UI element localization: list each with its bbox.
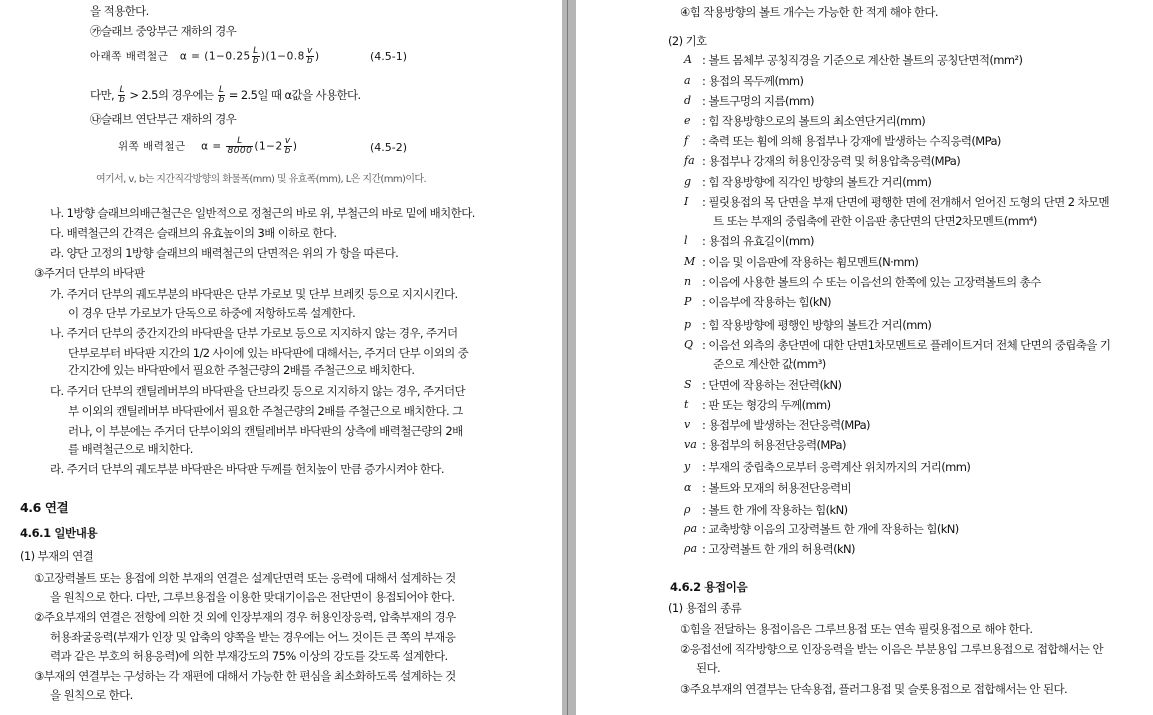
symbol-definition: : 축력 또는 휨에 의해 용접부나 강재에 발생하는 수직응력(MPa) [702, 134, 1001, 148]
text-line: 라. 주거더 단부의 궤도부분 바닥판은 바닥판 두께를 헌치높이 만큼 증가시켜야 한다. [50, 462, 444, 476]
symbol-definition: : 이음에 사용한 볼트의 수 또는 이음선의 한쪽에 있는 고장력볼트의 총수 [702, 275, 1041, 289]
text-line: 나. 주거더 단부의 중간지간의 바닥판을 단부 가로보 등으로 지지하지 않는 경우, 주거더 [50, 326, 458, 340]
subsection-heading: 4.6.1 일반내용 [20, 526, 98, 540]
symbol-definition: : 판 또는 형강의 두께(mm) [702, 398, 831, 412]
equation-number: (4.5-1) [370, 50, 408, 63]
text-line: 다. 주거더 단부의 캔틸레버부의 바닥판을 단브라킷 등으로 지지하지 않는 경우, 주거더단 [50, 384, 465, 398]
text-line: 을 원칙으로 한다. [50, 688, 133, 702]
symbol-definition: 트 또는 부재의 중립축에 관한 이음판 총단면의 단면2차모멘트(mm⁴) [713, 214, 1037, 228]
symbol: A [684, 53, 692, 66]
symbol-definition: : 이음선 외측의 총단면에 대한 단면1차모멘트로 플레이트거더 전체 단면의 중립축을 기 [702, 338, 1111, 352]
text-line: ③주거더 단부의 바닥판 [34, 266, 145, 280]
page-divider [562, 0, 576, 715]
text-line: ②주요부재의 연결은 전항에 의한 것 외에 인장부재의 경우 허용인장응력, 압축부재의 경우 [34, 610, 456, 624]
text-line: 을 적용한다. [90, 4, 149, 18]
text-line: ①고장력볼트 또는 용접에 의한 부재의 연결은 설계단면력 또는 응력에 대해서 설계하는 것 [34, 571, 456, 585]
text-line: 이 경우 단부 가로보가 단독으로 하중에 저항하도록 설계한다. [68, 306, 356, 320]
text-line: ②응접선에 직각방향으로 인장응력을 받는 이음은 부분용입 그루브용접으로 접합해서는 안 [680, 642, 1103, 656]
text-line: 허용좌굴응력(부재가 인장 및 압축의 양쪽을 받는 경우에는 어느 것이든 큰 쪽의 부재응 [50, 630, 456, 644]
symbol-definition: : 힘 작용방향으로의 볼트의 최소연단거리(mm) [702, 114, 926, 128]
symbol-definition: : 힘 작용방향에 평행인 방향의 볼트간 거리(mm) [702, 318, 932, 332]
text-line: (1) 용접의 종류 [668, 601, 742, 615]
symbol: e [684, 114, 691, 127]
symbol: S [684, 378, 692, 391]
text-line: 를 배력철근으로 배치한다. [68, 442, 193, 456]
equation-4-5-1: 아래쪽 배력철근 α = (1−0.25 $\frac{L}{b}$ )(1−0.8 $\frac{v}{b}$ ) [90, 46, 320, 66]
symbol: ρa [684, 522, 698, 535]
equation-number: (4.5-2) [370, 141, 408, 154]
symbol: t [684, 398, 689, 411]
symbol-definition: : 교축방향 이음의 고장력볼트 한 개에 작용하는 힘(kN) [702, 522, 959, 536]
symbol: a [684, 74, 691, 87]
text-line: 나. 1방향 슬래브의배근철근은 일반적으로 정철근의 바로 위, 부철근의 바로 밑에 배치한다. [50, 206, 475, 220]
symbol-definition: : 볼트와 모재의 허용전단응력비 [702, 481, 852, 495]
text-line: 가. 주거더 단부의 궤도부분의 바닥판은 단부 가로보 및 단부 브레킷 등으로 지지시킨다. [50, 287, 458, 301]
text-line: 단부로부터 바닥판 지간의 1/2 사이에 있는 바닥판에 대해서는, 주거더 단부 이외의 중 [68, 346, 469, 360]
text-line: ④힘 작용방향의 볼트 개수는 가능한 한 적게 해야 한다. [680, 5, 938, 19]
symbol: v [684, 418, 691, 431]
symbol-definition: : 필릿용접의 목 단면을 부재 단면에 평행한 면에 전개해서 얻어진 도형의 단면 2 차모멘 [702, 195, 1110, 209]
left-page [0, 0, 562, 715]
text-line: 부 이외의 캔틸레버부 바닥판에서 필요한 주철근량의 2배를 주철근으로 배치한다. 그 [68, 404, 463, 418]
text-line: ㉮슬래브 중앙부근 재하의 경우 [90, 24, 237, 38]
symbol: g [684, 175, 692, 188]
text-line: ③주요부재의 연결부는 단속용접, 플러그용접 및 슬롯용접으로 접합해서는 안 된다. [680, 682, 1068, 696]
text-line: 다만, $\frac{L}{b}$ > 2.5의 경우에는 $\frac{L}{b}$ = 2.5일 때 α값을 사용한다. [90, 85, 361, 105]
text-line: 력과 같은 부호의 허용응력)에 의한 부재강도의 75% 이상의 강도를 갖도록 설계한다. [50, 649, 448, 663]
symbol-definition: : 부재의 중립축으로부터 응력계산 위치까지의 거리(mm) [702, 460, 971, 474]
symbol: P [684, 295, 692, 308]
where-note: 여기서, v, b는 지간직각방향의 화물폭(mm) 및 유효폭(mm), L은 지간(mm)이다. [96, 174, 427, 185]
symbol-definition: : 볼트 몸체부 공칭직경을 기준으로 계산한 볼트의 공칭단면적(mm²) [702, 53, 1023, 67]
text-line: 라. 양단 고정의 1방향 슬래브의 배력철근의 단면적은 위의 가 항을 따른다. [50, 246, 399, 260]
symbol: ρa [684, 542, 698, 555]
section-heading: 4.6 연결 [20, 500, 69, 515]
symbol: I [684, 195, 689, 208]
text-line: 간지간에 있는 바닥판에서 필요한 주철근량의 2배를 주철근으로 배치한다. [68, 363, 415, 377]
text-line: ③부재의 연결부는 구성하는 각 재편에 대해서 가능한 한 편심을 최소화하도록 설계하는 것 [34, 669, 456, 683]
symbol-definition: : 볼트 한 개에 작용하는 힘(kN) [702, 503, 848, 517]
symbol: ρ [684, 503, 691, 516]
symbol: y [684, 460, 691, 473]
symbol-definition: : 용접부나 강재의 허용인장응력 및 허용압축응력(MPa) [702, 154, 961, 168]
symbol-definition: : 용접의 유효길이(mm) [702, 234, 814, 248]
symbol-definition: : 단면에 작용하는 전단력(kN) [702, 378, 842, 392]
symbol: va [684, 438, 697, 451]
symbol-definition: : 고장력볼트 한 개의 허용력(kN) [702, 542, 855, 556]
symbol: Q [684, 338, 694, 351]
symbol: l [684, 234, 688, 247]
text-line: 된다. [696, 661, 721, 675]
symbol-definition: : 힘 작용방향에 직각인 방향의 볼트간 거리(mm) [702, 175, 932, 189]
text-line: ㉯슬래브 연단부근 재하의 경우 [90, 112, 237, 126]
symbol: fa [684, 154, 695, 167]
symbol-definition: : 용접부에 발생하는 전단응력(MPa) [702, 418, 870, 432]
symbol: n [684, 275, 692, 288]
symbol-definition: : 용접부의 허용전단응력(MPa) [702, 438, 846, 452]
symbol: f [684, 134, 689, 147]
symbol-definition: 준으로 계산한 값(mm³) [713, 357, 826, 371]
text-line: (1) 부재의 연결 [20, 549, 94, 563]
symbol-definition: : 용접의 목두께(mm) [702, 74, 804, 88]
symbol: α [684, 481, 692, 494]
symbol: p [684, 318, 692, 331]
symbol-definition: : 이음부에 작용하는 힘(kN) [702, 295, 831, 309]
symbol: M [684, 255, 696, 268]
text-line: 을 원칙으로 한다. 다만, 그루브용접을 이용한 맞대기이음은 전단면이 용접되어야 한다. [50, 590, 455, 604]
equation-4-5-2: 위쪽 배력철근 α = $\frac{L}{8000}$ (1−2 $\frac{v}{b}$ ) [118, 136, 298, 156]
text-line: 다. 배력철근의 간격은 슬래브의 유효높이의 3배 이하로 한다. [50, 226, 337, 240]
subsection-heading: (2) 기호 [668, 34, 707, 48]
symbol-definition: : 이음 및 이음판에 작용하는 휨모멘트(N·mm) [702, 255, 919, 269]
symbol-definition: : 볼트구멍의 지름(mm) [702, 94, 814, 108]
text-line: ①힘을 전달하는 용접이음은 그루브용접 또는 연속 필릿용접으로 해야 한다. [680, 622, 1033, 636]
text-line: 러나, 이 부분에는 주거더 단부이외의 캔틸레버부 바닥판의 상측에 배력철근량의 2배 [68, 424, 463, 438]
subsection-heading: 4.6.2 용접이음 [670, 580, 748, 594]
right-page [576, 0, 1153, 715]
symbol: d [684, 94, 692, 107]
